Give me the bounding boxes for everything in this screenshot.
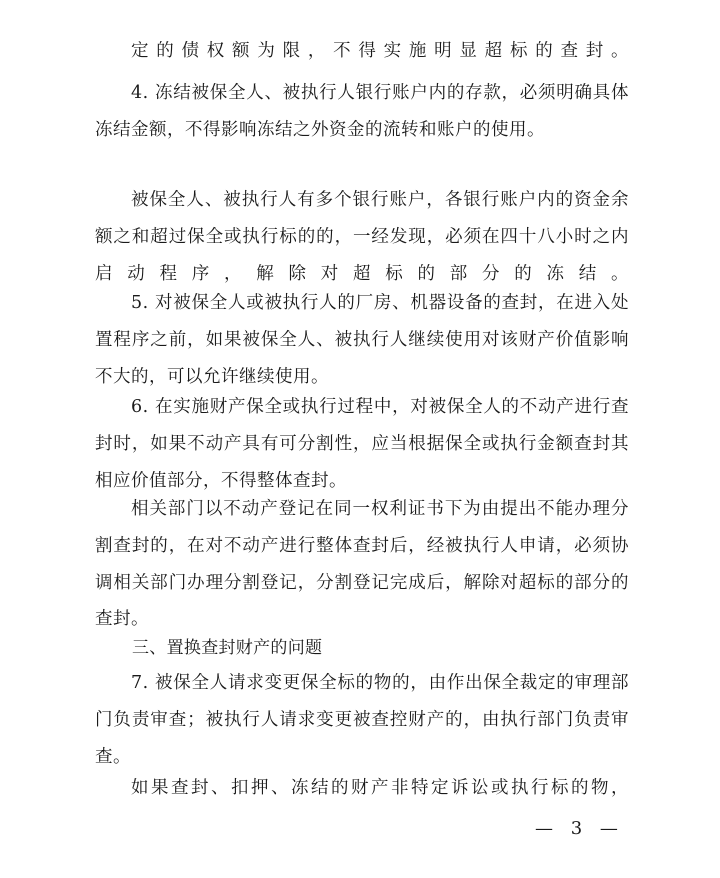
- paragraph-continuation: 定的债权额为限，不得实施明显超标的查封。: [131, 41, 629, 61]
- paragraph-non-specific-property: 如果查封、扣押、冻结的财产非特定诉讼或执行标的物，: [131, 778, 629, 798]
- paragraph-item-6: 6. 在实施财产保全或执行过程中，对被保全人的不动产进行查封时，如果不动产具有可分割性，应当根据保全或执行金额查封其相应价值部分，不得整体查封。: [95, 397, 629, 491]
- paragraph-item-4: 4. 冻结被保全人、被执行人银行账户内的存款，必须明确具体冻结金额，不得影响冻结之外资金的流转和账户的使用。: [95, 83, 629, 140]
- paragraph-item-5: 5. 对被保全人或被执行人的厂房、机器设备的查封，在进入处置程序之前，如果被保全人、被执行人继续使用对该财产价值影响不大的，可以允许继续使用。: [95, 293, 629, 387]
- paragraph-multiple-accounts: 被保全人、被执行人有多个银行账户，各银行账户内的资金余额之和超过保全或执行标的的，一经发现，必须在四十八小时之内启动程序，解除对超标的部分的冻结。: [95, 190, 629, 284]
- page-number: — 3 —: [535, 818, 624, 839]
- section-heading: 三、置换查封财产的问题: [132, 638, 323, 658]
- paragraph-item-7: 7. 被保全人请求变更保全标的物的，由作出保全裁定的审理部门负责审查；被执行人请求变更被查控财产的，由执行部门负责审查。: [95, 673, 629, 767]
- paragraph-split-registration: 相关部门以不动产登记在同一权利证书下为由提出不能办理分割查封的，在对不动产进行整体查封后，经被执行人申请，必须协调相关部门办理分割登记，分割登记完成后，解除对超标的部分的查封。: [95, 499, 629, 630]
